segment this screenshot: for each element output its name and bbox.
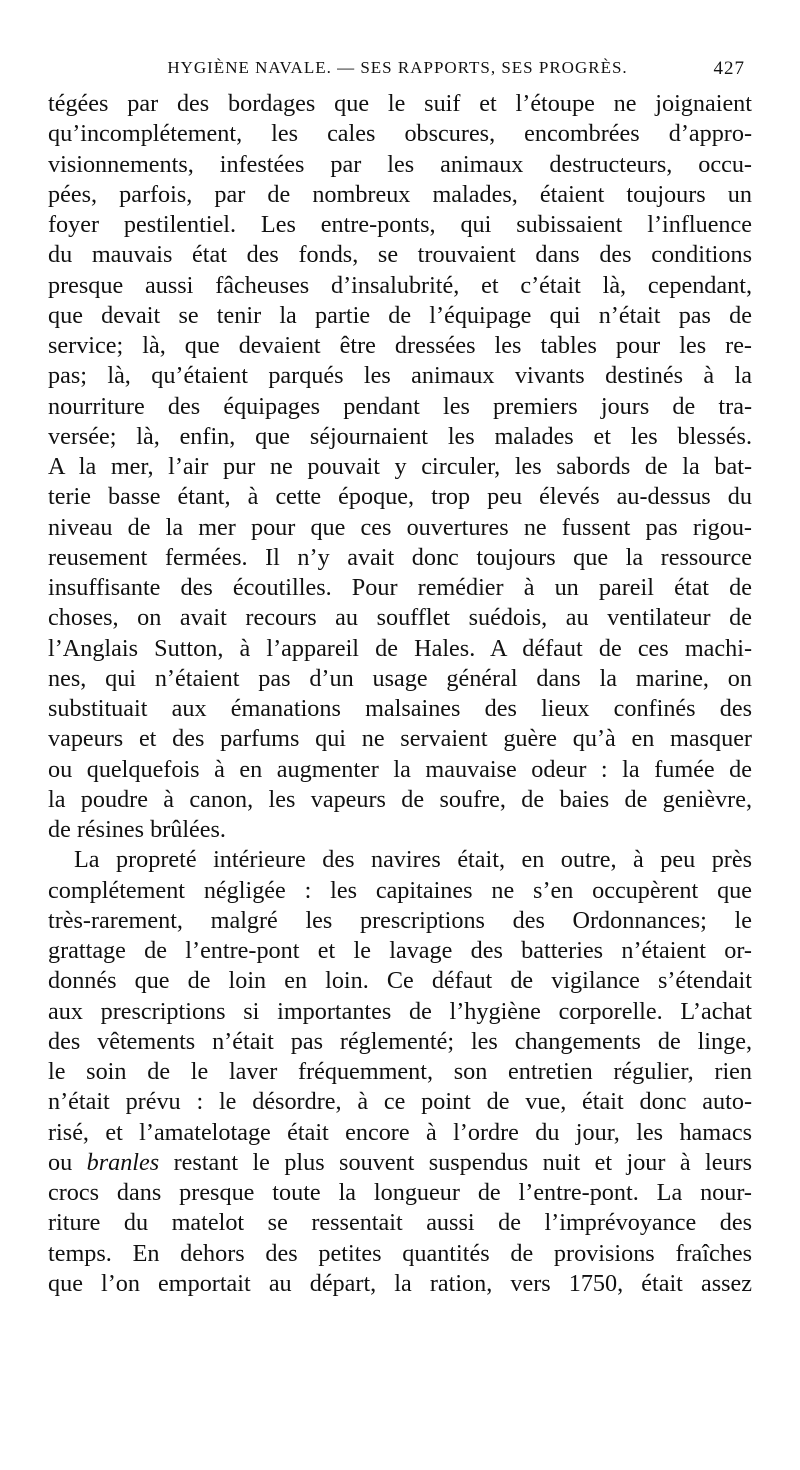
text-line: nourriture des équipages pendant les premiers jours de tra- <box>48 392 752 420</box>
text-line: vapeurs et des parfums qui ne servaient guère qu’à en masquer <box>48 725 752 753</box>
text-line: aux prescriptions si importantes de l’hygiène corporelle. L’achat <box>48 997 752 1025</box>
text-line: pas; là, qu’étaient parqués les animaux vivants destinés à la <box>48 362 752 390</box>
text-line: des vêtements n’était pas réglementé; les changements de linge, <box>48 1027 752 1055</box>
text-line: nes, qui n’étaient pas d’un usage général dans la marine, on <box>48 664 752 692</box>
text-line: ou quelquefois à en augmenter la mauvaise odeur : la fumée de <box>48 755 752 783</box>
text-line: temps. En dehors des petites quantités de provisions fraîches <box>48 1239 752 1267</box>
text-line: très-rarement, malgré les prescriptions des Ordonnances; le <box>48 906 752 934</box>
text-line: substituait aux émanations malsaines des lieux confinés des <box>48 695 752 722</box>
text-line: que devait se tenir la partie de l’équipage qui n’était pas de <box>48 301 752 329</box>
text-line: qu’incomplétement, les cales obscures, encombrées d’appro- <box>48 120 752 148</box>
text-line: service; là, que devaient être dressées les tables pour les re- <box>48 332 752 359</box>
text-fragment: restant le plus souvent suspendus nuit et jour à leurs <box>159 1148 753 1176</box>
text-line: pées, parfois, par de nombreux malades, étaient toujours un <box>48 180 752 208</box>
text-line: choses, on avait recours au soufflet suédois, au ventilateur de <box>48 604 752 632</box>
text-line: n’était prévu : le désordre, à ce point de vue, était donc auto- <box>48 1088 752 1116</box>
body-text <box>48 89 752 1299</box>
text-line: foyer pestilentiel. Les entre-ponts, qui subissaient l’influence <box>48 211 752 238</box>
text-line: crocs dans presque toute la longueur de l’entre-pont. La nour- <box>48 1179 752 1206</box>
text-line: la poudre à canon, les vapeurs de soufre, de baies de genièvre, <box>48 785 752 813</box>
text-line: visionnements, infestées par les animaux destructeurs, occu- <box>48 150 752 178</box>
running-title: HYGIÈNE NAVALE. — SES RAPPORTS, SES PROGRÈS. <box>167 58 628 77</box>
text-line: grattage de l’entre-pont et le lavage des batteries n’étaient or- <box>48 937 752 964</box>
text-line: l’Anglais Sutton, à l’appareil de Hales. A défaut de ces machi- <box>48 634 752 662</box>
text-line: insuffisante des écoutilles. Pour remédier à un pareil état de <box>48 574 752 601</box>
text-line: le soin de le laver fréquemment, son entretien régulier, rien <box>48 1058 752 1085</box>
text-line: tégées par des bordages que le suif et l’étoupe ne joignaient <box>48 90 752 117</box>
text-line: que l’on emportait au départ, la ration, vers 1750, était assez <box>48 1269 752 1297</box>
text-line: risé, et l’amatelotage était encore à l’ordre du jour, les hamacs <box>48 1118 752 1146</box>
text-line: reusement fermées. Il n’y avait donc toujours que la ressource <box>48 543 752 571</box>
text-line: A la mer, l’air pur ne pouvait y circuler, les sabords de la bat- <box>48 453 752 480</box>
text-line: terie basse étant, à cette époque, trop peu élevés au-dessus du <box>48 483 752 511</box>
paragraph-2 <box>48 845 752 1299</box>
text-line: presque aussi fâcheuses d’insalubrité, et c’était là, cependant, <box>48 271 752 299</box>
text-line: riture du matelot se ressentait aussi de l’imprévoyance des <box>48 1209 752 1237</box>
running-header <box>50 52 745 88</box>
page-number: 427 <box>713 58 745 79</box>
text-line: complétement négligée : les capitaines ne s’en occupèrent que <box>48 876 752 904</box>
italic-term: branles <box>86 1148 160 1176</box>
text-line: versée; là, enfin, que séjournaient les malades et les blessés. <box>48 422 752 450</box>
text-line: La propreté intérieure des navires était, en outre, à peu près <box>74 846 752 874</box>
text-line: niveau de la mer pour que ces ouvertures ne fussent pas rigou- <box>48 513 752 541</box>
text-fragment: ou <box>48 1148 87 1176</box>
text-line-branles <box>48 1148 752 1178</box>
text-line: donnés que de loin en loin. Ce défaut de vigilance s’étendait <box>48 967 752 995</box>
text-line: du mauvais état des fonds, se trouvaient dans des conditions <box>48 241 752 269</box>
text-line: de résines brûlées. <box>48 816 226 843</box>
paragraph-1 <box>48 89 752 845</box>
